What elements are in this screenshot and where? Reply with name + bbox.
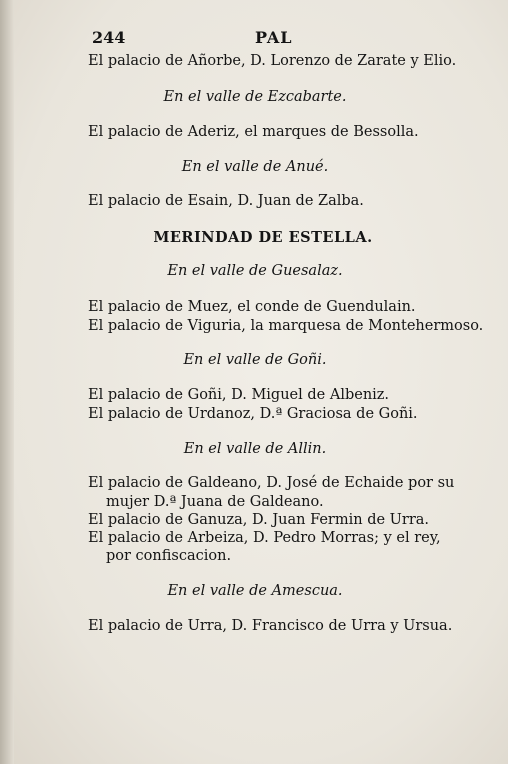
page-header <box>92 28 422 52</box>
entry-line: El palacio de Esain, D. Juan de Zalba. <box>88 193 364 209</box>
entry-line: El palacio de Goñi, D. Miguel de Albeniz. <box>88 387 390 403</box>
entry-line: El palacio de Añorbe, D. Lorenzo de Zarate y Elio. <box>88 53 457 69</box>
entry-line: El palacio de Muez, el conde de Guendulain. <box>88 299 416 315</box>
section-heading: En el valle de Guesalaz. <box>167 263 343 279</box>
entry-line: El palacio de Ganuza, D. Juan Fermin de Urra. <box>88 512 430 528</box>
entry-continuation: mujer D.ª Juana de Galdeano. <box>106 494 324 510</box>
entry-line: El palacio de Viguria, la marquesa de Montehermoso. <box>88 318 484 334</box>
section-heading: En el valle de Goñi. <box>183 352 327 368</box>
section-heading: En el valle de Amescua. <box>167 583 343 599</box>
entry-line: El palacio de Urdanoz, D.ª Graciosa de Goñi. <box>88 406 418 422</box>
entry-continuation: por confiscacion. <box>106 548 232 564</box>
merindad-heading: MERINDAD DE ESTELLA. <box>153 229 373 246</box>
entry-line: El palacio de Urra, D. Francisco de Urra y Ursua. <box>88 618 453 634</box>
page-gutter-shadow <box>0 0 14 764</box>
section-heading: En el valle de Allin. <box>183 441 327 457</box>
section-heading: En el valle de Anué. <box>181 159 329 175</box>
running-head: PAL <box>255 28 293 47</box>
entry-line: El palacio de Arbeiza, D. Pedro Morras; y el rey, <box>88 530 441 546</box>
section-heading: En el valle de Ezcabarte. <box>163 89 347 105</box>
entry-line: El palacio de Aderiz, el marques de Bessolla. <box>88 124 419 140</box>
entry-line: El palacio de Galdeano, D. José de Echaide por su <box>88 475 455 491</box>
page-number: 244 <box>92 28 126 47</box>
